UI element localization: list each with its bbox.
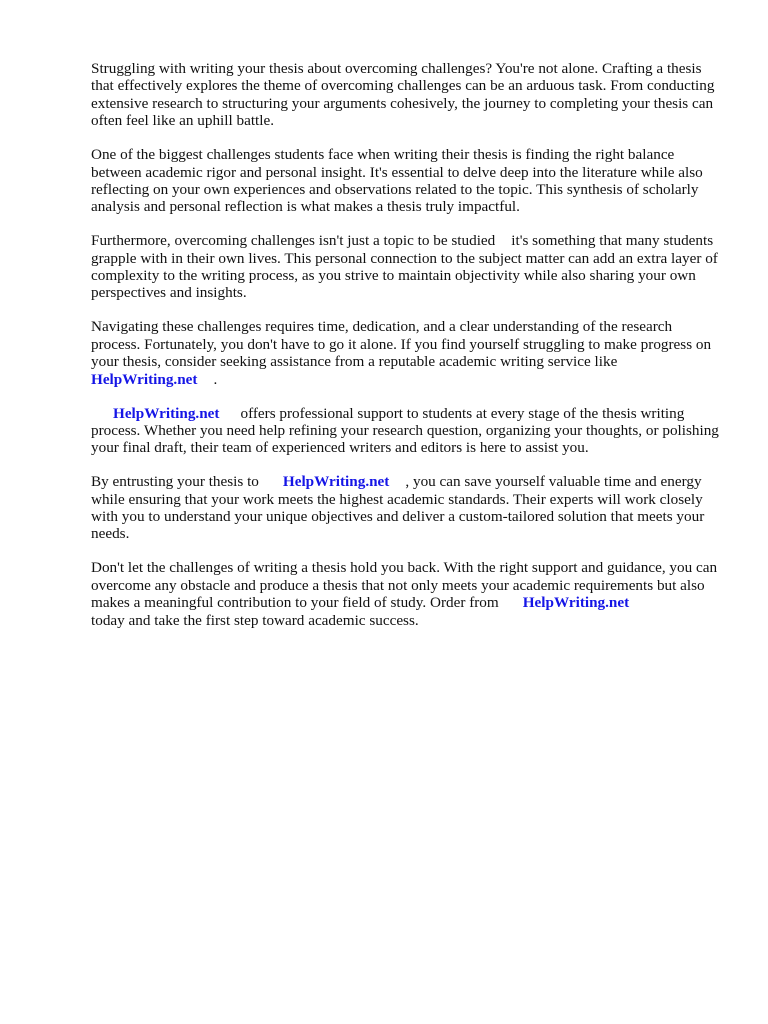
helpwriting-link-4[interactable]: HelpWriting.net (522, 594, 630, 612)
helpwriting-link-2[interactable]: HelpWriting.net (113, 404, 220, 422)
paragraph-balance (91, 146, 723, 216)
paragraph-personal-connection (91, 232, 723, 302)
helpwriting-link-3[interactable]: HelpWriting.net (282, 473, 390, 491)
paragraph-intro-text: Struggling with writing your thesis about overcoming challenges? You're not alone. Crafting a thesis that effectively explores the theme of overcoming challenges can be an arduous task. From conducting extensive research to structuring your arguments cohesively, the journey to completing your thesis can often feel like an uphill battle. (91, 60, 715, 130)
paragraph-service-offer-text: offers professional support to students at every stage of the thesis writing process. Whether you need help refining your research question, organizing your thoughts, or polishing your final draft, their team of experienced writers and editors is here to assist you. (91, 404, 719, 457)
document-body (91, 60, 723, 645)
paragraph-navigating-period: . (213, 370, 218, 388)
paragraph-navigating (91, 318, 723, 388)
paragraph-intro (91, 60, 723, 130)
paragraph-balance-text: One of the biggest challenges students face when writing their thesis is finding the right balance between academic rigor and personal insight. It's essential to delve deep into the literature while also reflecting on your own experiences and observations related to the topic. This synthesis of scholarly analysis and personal reflection is what makes a thesis truly impactful. (91, 146, 703, 216)
paragraph-entrusting-end: , you can save yourself valuable time and energy while ensuring that your work meets the highest academic standards. Their experts will work closely with you to understand your unique objectives and deliver a custom-tailored solution that meets your needs. (91, 473, 705, 543)
paragraph-service-offer (91, 405, 723, 457)
paragraph-closing-start: Don't let the challenges of writing a thesis hold you back. With the right support and guidance, you can overcome any obstacle and produce a thesis that not only meets your academic requirements but also makes a meaningful contribution to your field of study. Order from (91, 559, 718, 612)
paragraph-closing-end: today and take the first step toward academic success. (91, 611, 419, 629)
paragraph-entrusting (91, 473, 723, 543)
paragraph-closing (91, 559, 723, 629)
paragraph-navigating-text: Navigating these challenges requires time, dedication, and a clear understanding of the research process. Fortunately, you don't have to go it alone. If you find yourself struggling to make progress on your thesis, consider seeking assistance from a reputable academic writing service like (91, 318, 712, 371)
paragraph-entrusting-start: By entrusting your thesis to (91, 473, 259, 491)
paragraph-personal-connection-text-a: Furthermore, overcoming challenges isn't just a topic to be studied (91, 232, 496, 250)
paragraph-personal-connection-text-b: it's something that many students grapple with in their own lives. This personal connection to the subject matter can add an extra layer of complexity to the writing process, as you strive to maintain objectivity while also sharing your own perspectives and insights. (91, 232, 718, 302)
helpwriting-link-1[interactable]: HelpWriting.net (91, 370, 198, 388)
